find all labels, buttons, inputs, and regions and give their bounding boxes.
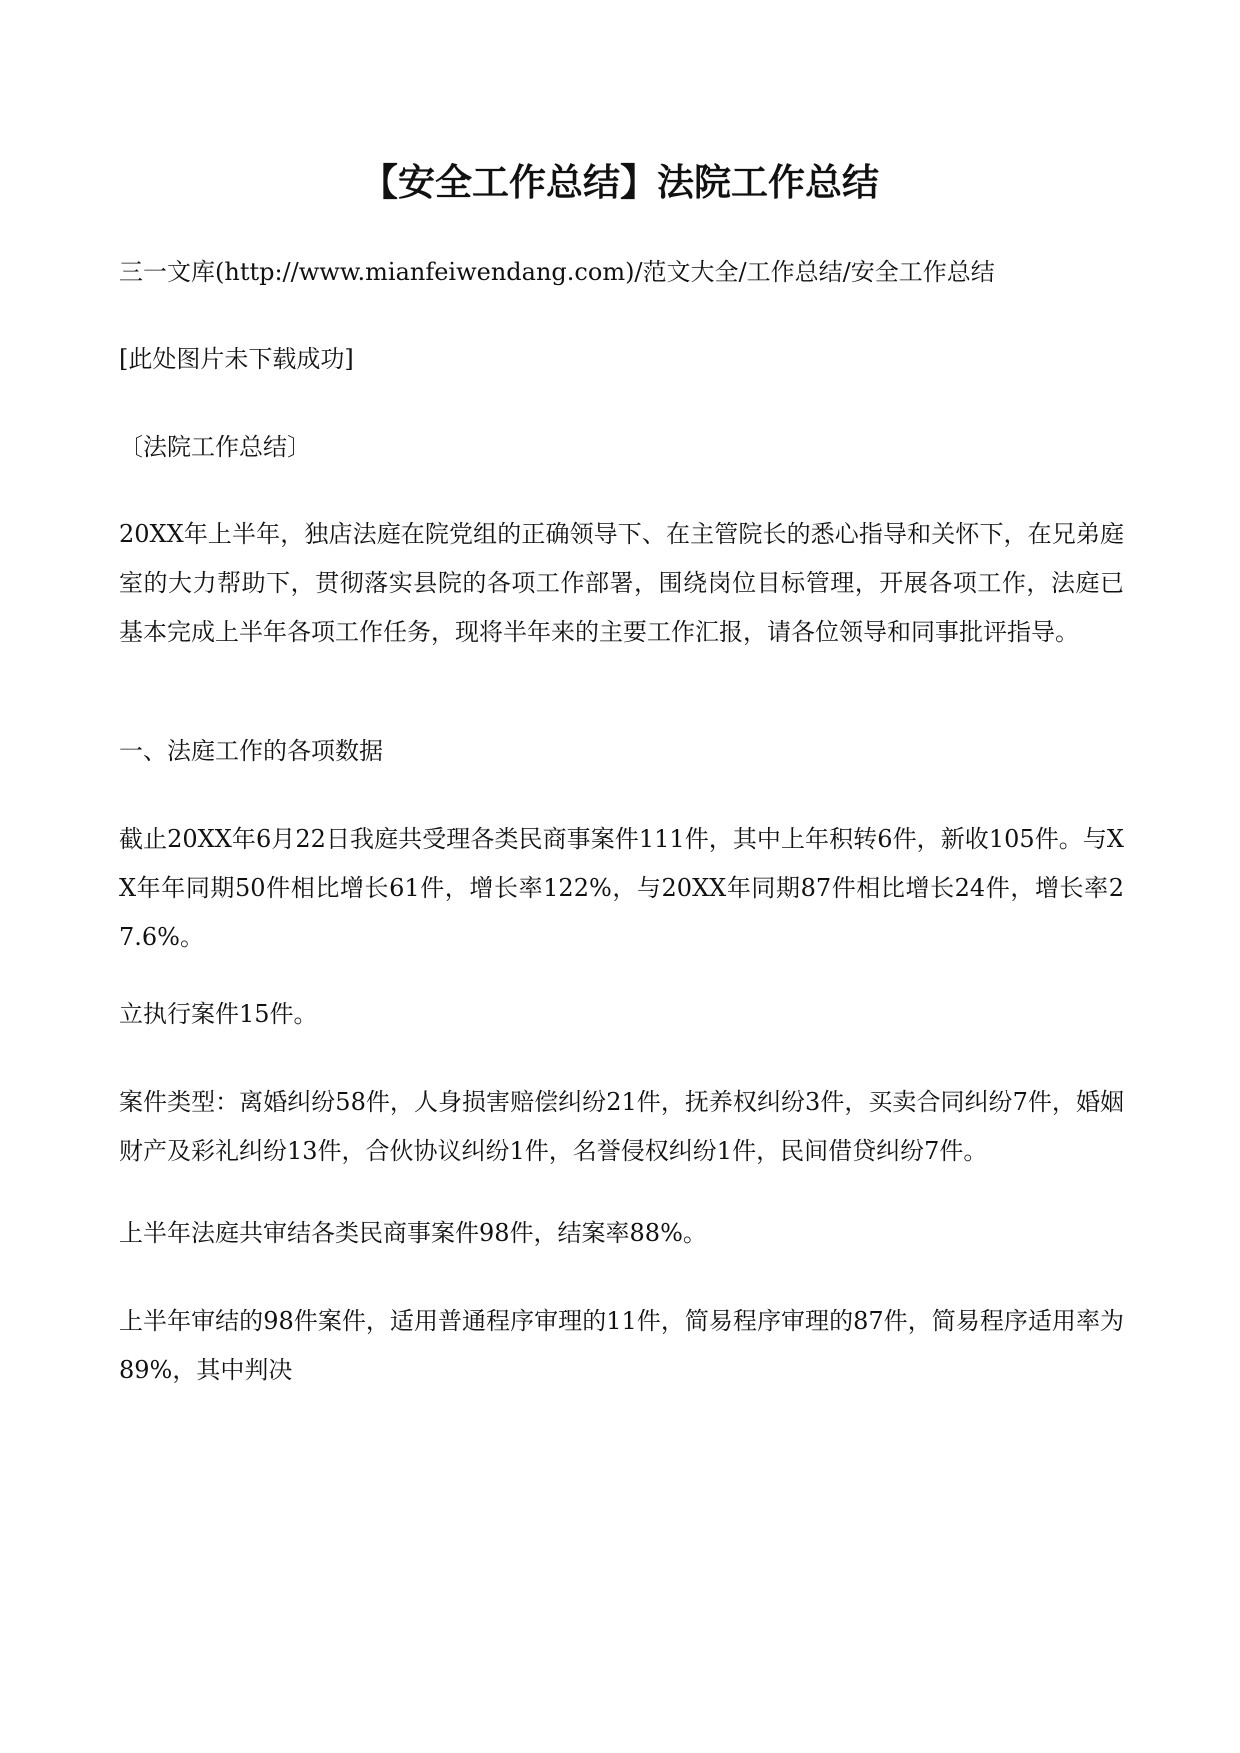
source-path: 三一文库(http://www.mianfeiwendang.com)/范文大全/工作总结/安全工作总结 (119, 258, 995, 286)
image-placeholder-text: [此处图片未下载成功] (119, 345, 354, 373)
intro-paragraph: 20XX年上半年，独店法庭在院党组的正确领导下、在主管院长的悉心指导和关怀下，在兄弟庭室的大力帮助下，贯彻落实县院的各项工作部署，围绕岗位目标管理，开展各项工作，法庭已基本完成上半年各项工作任务，现将半年来的主要工作汇报，请各位领导和同事批评指导。 (119, 520, 1124, 646)
section-1-heading: 一、法庭工作的各项数据 (119, 737, 383, 765)
document-subtitle: 〔法院工作总结〕 (119, 433, 311, 461)
stats-procedure-paragraph: 上半年审结的98件案件，适用普通程序审理的11件，简易程序审理的87件，简易程序适用率为89%，其中判决 (119, 1307, 1124, 1384)
stats-execution-paragraph: 立执行案件15件。 (119, 1000, 318, 1028)
document-title: 【安全工作总结】法院工作总结 (361, 161, 879, 204)
stats-types-paragraph: 案件类型：离婚纠纷58件，人身损害赔偿纠纷21件，抚养权纠纷3件，买卖合同纠纷7件，婚姻财产及彩礼纠纷13件，合伙协议纠纷1件，名誉侵权纠纷1件，民间借贷纠纷7件。 (119, 1088, 1124, 1165)
stats-cases-paragraph: 截止20XX年6月22日我庭共受理各类民商事案件111件，其中上年积转6件，新收105件。与XX年年同期50件相比增长61件，增长率122%，与20XX年同期87件相比增长24件，增长率27.6%。 (119, 825, 1124, 951)
stats-closed-paragraph: 上半年法庭共审结各类民商事案件98件，结案率88%。 (119, 1219, 707, 1247)
